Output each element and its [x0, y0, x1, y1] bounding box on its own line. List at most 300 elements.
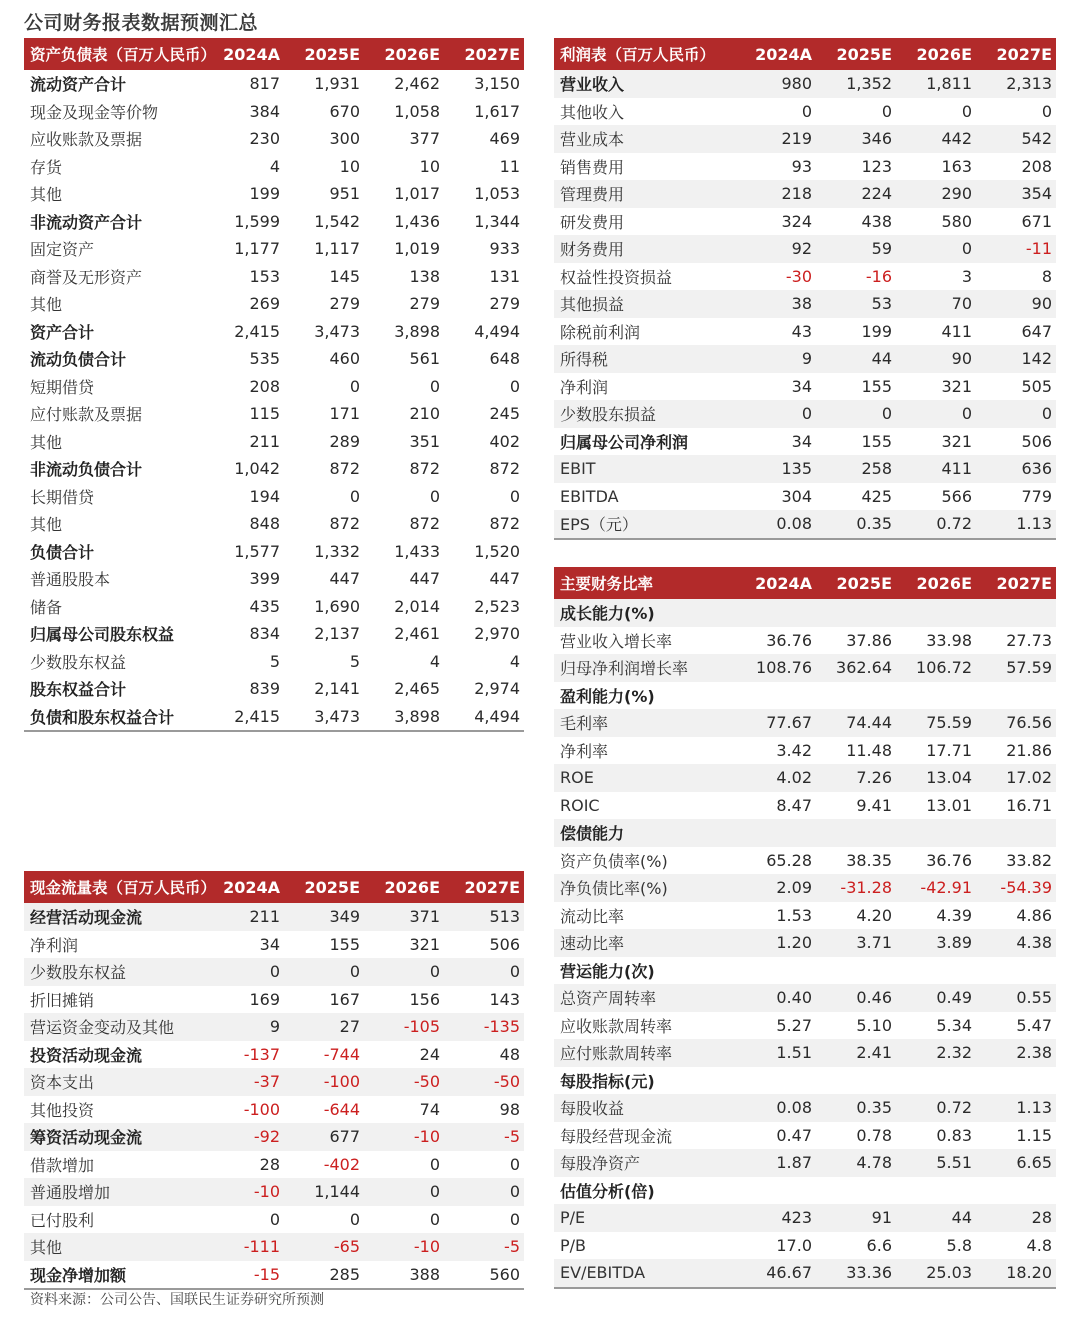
- value-cell: 33.82: [1006, 850, 1052, 870]
- value-cell: 872: [329, 459, 360, 479]
- value-cell: 33.36: [816, 1259, 896, 1288]
- value-cell: 3,473: [314, 321, 360, 341]
- value-cell: 36.76: [766, 630, 812, 650]
- table-row: [24, 703, 524, 732]
- table-row: [24, 180, 524, 208]
- value-cell: 0: [801, 101, 812, 121]
- table-row: [554, 428, 1056, 456]
- value-cell: 425: [861, 486, 892, 506]
- table-row: [554, 208, 1056, 236]
- table-row: [24, 98, 524, 126]
- row-label: 流动负债合计: [30, 350, 127, 370]
- row-label: 财务费用: [554, 235, 736, 263]
- table-row: [554, 1204, 1056, 1232]
- value-cell: 442: [896, 125, 976, 153]
- table-row: [554, 1177, 1056, 1205]
- row-label: 少数股东权益: [24, 958, 204, 986]
- value-cell: 648: [489, 349, 520, 369]
- row-label: 其他: [30, 185, 63, 205]
- table-row: [554, 737, 1056, 765]
- value-cell: -111: [204, 1233, 284, 1261]
- value-cell: 371: [364, 903, 444, 931]
- value-cell: 5: [269, 651, 280, 671]
- table-row: [24, 1261, 524, 1290]
- table-row: [554, 400, 1056, 428]
- value-cell: 636: [976, 455, 1056, 483]
- value-cell: [976, 599, 1056, 627]
- value-cell: 16.71: [1006, 795, 1052, 815]
- value-cell: 304: [781, 486, 812, 506]
- value-cell: 447: [489, 569, 520, 589]
- value-cell: 0.46: [816, 984, 896, 1012]
- row-label: 毛利率: [554, 709, 736, 737]
- value-cell: 21.86: [1006, 740, 1052, 760]
- value-cell: 245: [489, 404, 520, 424]
- income-statement-table: [554, 38, 1056, 540]
- value-cell: 423: [736, 1204, 816, 1232]
- year-header: 2025E: [284, 871, 364, 903]
- value-cell: -10: [364, 1233, 444, 1261]
- value-cell: 3,150: [474, 74, 520, 94]
- value-cell: 171: [329, 404, 360, 424]
- value-cell: -10: [204, 1178, 284, 1206]
- value-cell: 324: [781, 211, 812, 231]
- value-cell: 34: [259, 934, 280, 954]
- row-label: 借款增加: [30, 1155, 95, 1175]
- value-cell: 5.47: [1016, 1015, 1052, 1035]
- table-row: [554, 70, 1056, 98]
- value-cell: 872: [329, 514, 360, 534]
- row-label: 普通股增加: [24, 1178, 204, 1206]
- table-row: [554, 1232, 1056, 1260]
- row-label: 净利润: [560, 377, 609, 397]
- row-label: 偿债能力: [554, 819, 736, 847]
- table-row: [24, 675, 524, 703]
- value-cell: 279: [329, 294, 360, 314]
- value-cell: -54.39: [976, 874, 1056, 902]
- value-cell: 210: [409, 404, 440, 424]
- value-cell: 2.32: [896, 1039, 976, 1067]
- value-cell: [896, 957, 976, 985]
- value-cell: 6.65: [976, 1149, 1056, 1177]
- value-cell: 670: [329, 101, 360, 121]
- table-row: [24, 373, 524, 401]
- table-row: [24, 1041, 524, 1069]
- table-row: [24, 318, 524, 346]
- value-cell: 10: [339, 156, 360, 176]
- value-cell: 0.49: [896, 984, 976, 1012]
- row-label: 负债合计: [30, 542, 95, 562]
- table-title: 主要财务比率: [554, 567, 736, 599]
- row-label: 固定资产: [30, 240, 95, 260]
- table-row: [554, 1149, 1056, 1177]
- table-header-row: [24, 38, 524, 70]
- value-cell: 0: [429, 1154, 440, 1174]
- value-cell: 135: [736, 455, 816, 483]
- value-cell: [816, 682, 896, 710]
- value-cell: 27.73: [1006, 630, 1052, 650]
- value-cell: 6.6: [866, 1235, 892, 1255]
- table-row: [24, 1178, 524, 1206]
- row-label: EBIT: [554, 455, 736, 483]
- row-label: 净负债比率(%): [554, 874, 736, 902]
- value-cell: 1,058: [394, 101, 440, 121]
- row-label: 少数股东损益: [554, 400, 736, 428]
- table-row: [24, 208, 524, 236]
- value-cell: 18.20: [976, 1259, 1056, 1288]
- table-row: [554, 1012, 1056, 1040]
- value-cell: 44: [816, 345, 896, 373]
- financial-ratios-table: [554, 567, 1056, 1289]
- table-row: [554, 847, 1056, 875]
- table-row: [24, 263, 524, 291]
- row-label: ROIC: [560, 795, 600, 815]
- value-cell: 1,577: [234, 541, 280, 561]
- value-cell: [896, 1177, 976, 1205]
- value-cell: 1,520: [474, 541, 520, 561]
- value-cell: -37: [204, 1068, 284, 1096]
- table-row: [24, 510, 524, 538]
- table-row: [554, 627, 1056, 655]
- year-header: 2026E: [896, 38, 976, 70]
- row-label: 其他: [30, 432, 63, 452]
- row-label: EBITDA: [560, 486, 619, 506]
- value-cell: 5: [349, 651, 360, 671]
- row-label: 净利率: [560, 741, 609, 761]
- value-cell: 4.38: [976, 929, 1056, 957]
- value-cell: 0: [976, 400, 1056, 428]
- table-row: [24, 648, 524, 676]
- value-cell: 25.03: [896, 1259, 976, 1288]
- table-row: [24, 565, 524, 593]
- value-cell: 0: [349, 1209, 360, 1229]
- value-cell: 1,433: [394, 541, 440, 561]
- row-label: 其他: [24, 1233, 204, 1261]
- value-cell: 872: [409, 459, 440, 479]
- value-cell: 377: [409, 129, 440, 149]
- row-label: 资产负债率(%): [560, 851, 668, 871]
- table-row: [554, 1259, 1056, 1288]
- year-header: 2025E: [816, 38, 896, 70]
- value-cell: 4.02: [736, 764, 816, 792]
- table-row: [24, 70, 524, 98]
- value-cell: 2,465: [394, 679, 440, 699]
- value-cell: 115: [249, 404, 280, 424]
- value-cell: 321: [409, 934, 440, 954]
- row-label: 已付股利: [30, 1210, 95, 1230]
- value-cell: 17.02: [976, 764, 1056, 792]
- value-cell: 3,898: [394, 321, 440, 341]
- value-cell: 1.15: [1016, 1125, 1052, 1145]
- value-cell: 279: [409, 294, 440, 314]
- table-row: [24, 125, 524, 153]
- row-label: 其他: [30, 515, 63, 535]
- value-cell: 351: [409, 431, 440, 451]
- value-cell: 13.04: [896, 764, 976, 792]
- value-cell: 1,436: [394, 211, 440, 231]
- row-label: 估值分析(倍): [560, 1181, 655, 1201]
- source-note: 资料来源：公司公告、国联民生证券研究所预测: [30, 1292, 324, 1308]
- value-cell: 138: [409, 266, 440, 286]
- value-cell: 388: [364, 1261, 444, 1290]
- value-cell: 1.13: [976, 510, 1056, 539]
- value-cell: 0.35: [816, 1094, 896, 1122]
- table-row: [24, 1233, 524, 1261]
- table-row: [554, 318, 1056, 346]
- value-cell: 1.53: [776, 905, 812, 925]
- row-label: 所得税: [554, 345, 736, 373]
- value-cell: 951: [329, 184, 360, 204]
- value-cell: 505: [1021, 376, 1052, 396]
- value-cell: 208: [249, 376, 280, 396]
- row-label: 应收账款周转率: [560, 1016, 673, 1036]
- value-cell: 131: [489, 266, 520, 286]
- row-label: 资产合计: [30, 322, 95, 342]
- value-cell: -744: [323, 1044, 360, 1064]
- value-cell: 27: [284, 1013, 364, 1041]
- value-cell: 44: [896, 1204, 976, 1232]
- value-cell: 1,931: [314, 74, 360, 94]
- row-label: ROE: [554, 764, 736, 792]
- value-cell: 438: [861, 211, 892, 231]
- row-label: 每股净资产: [554, 1149, 736, 1177]
- value-cell: 2,141: [314, 679, 360, 699]
- value-cell: 8.47: [776, 795, 812, 815]
- value-cell: 561: [409, 349, 440, 369]
- value-cell: 2,137: [314, 624, 360, 644]
- value-cell: 3: [961, 266, 972, 286]
- value-cell: 402: [489, 431, 520, 451]
- row-label: 每股收益: [554, 1094, 736, 1122]
- table-row: [554, 709, 1056, 737]
- row-label: 归属母公司股东权益: [30, 625, 175, 645]
- row-label: 少数股东权益: [30, 652, 127, 672]
- value-cell: 77.67: [736, 709, 816, 737]
- table-row: [24, 931, 524, 959]
- value-cell: 1,177: [234, 239, 280, 259]
- value-cell: 0: [509, 486, 520, 506]
- value-cell: 169: [249, 989, 280, 1009]
- year-header: 2026E: [364, 38, 444, 70]
- row-label: 其他: [30, 295, 63, 315]
- table-row: [24, 1013, 524, 1041]
- row-label: 营运资金变动及其他: [24, 1013, 204, 1041]
- table-row: [554, 345, 1056, 373]
- year-header: 2027E: [976, 38, 1056, 70]
- value-cell: -644: [323, 1099, 360, 1119]
- table-row: [24, 1096, 524, 1124]
- table-row: [24, 400, 524, 428]
- value-cell: 5.8: [946, 1235, 972, 1255]
- value-cell: 5.34: [936, 1015, 972, 1035]
- value-cell: 2.41: [816, 1039, 896, 1067]
- value-cell: 1,042: [234, 459, 280, 479]
- value-cell: 163: [941, 156, 972, 176]
- value-cell: 0: [444, 1178, 524, 1206]
- row-label: 管理费用: [554, 180, 736, 208]
- value-cell: 1.51: [736, 1039, 816, 1067]
- value-cell: 2,523: [474, 596, 520, 616]
- value-cell: 1,144: [284, 1178, 364, 1206]
- value-cell: 362.64: [816, 654, 896, 682]
- value-cell: [736, 1177, 816, 1205]
- value-cell: [816, 599, 896, 627]
- value-cell: 1,017: [394, 184, 440, 204]
- table-row: [554, 98, 1056, 126]
- value-cell: 269: [249, 294, 280, 314]
- value-cell: 3.71: [816, 929, 896, 957]
- value-cell: 70: [896, 290, 976, 318]
- value-cell: 155: [861, 376, 892, 396]
- row-label: P/B: [560, 1235, 587, 1255]
- table-row: [24, 903, 524, 931]
- year-header: 2027E: [444, 38, 524, 70]
- row-label: EV/EBITDA: [554, 1259, 736, 1288]
- year-header: 2024A: [736, 567, 816, 599]
- value-cell: 506: [1021, 431, 1052, 451]
- value-cell: 0.78: [856, 1125, 892, 1145]
- value-cell: 346: [816, 125, 896, 153]
- table-row: [554, 984, 1056, 1012]
- table-row: [554, 682, 1056, 710]
- table-row: [554, 819, 1056, 847]
- value-cell: -30: [785, 266, 812, 286]
- value-cell: 10: [419, 156, 440, 176]
- value-cell: 199: [861, 321, 892, 341]
- value-cell: 848: [249, 514, 280, 534]
- row-label: 每股指标(元): [560, 1071, 655, 1091]
- value-cell: 290: [896, 180, 976, 208]
- table-row: [24, 153, 524, 181]
- value-cell: 354: [976, 180, 1056, 208]
- row-label: 营业收入增长率: [560, 631, 673, 651]
- value-cell: 5.10: [856, 1015, 892, 1035]
- table-row: [554, 125, 1056, 153]
- value-cell: 17.0: [776, 1235, 812, 1255]
- table-row: [554, 510, 1056, 539]
- value-cell: 74.44: [816, 709, 896, 737]
- table-row: [554, 1067, 1056, 1095]
- value-cell: 2,313: [976, 70, 1056, 98]
- value-cell: 92: [736, 235, 816, 263]
- table-row: [554, 599, 1056, 627]
- value-cell: 321: [941, 376, 972, 396]
- year-header: 2026E: [364, 871, 444, 903]
- value-cell: 580: [941, 211, 972, 231]
- value-cell: 46.67: [736, 1259, 816, 1288]
- value-cell: [896, 599, 976, 627]
- row-label: 长期借贷: [30, 487, 95, 507]
- value-cell: 5.51: [896, 1149, 976, 1177]
- table-header-row: [554, 38, 1056, 70]
- value-cell: 447: [329, 569, 360, 589]
- value-cell: 75.59: [896, 709, 976, 737]
- value-cell: 1,690: [314, 596, 360, 616]
- row-label: 归母净利润增长率: [554, 654, 736, 682]
- value-cell: 289: [329, 431, 360, 451]
- row-label: 股东权益合计: [30, 680, 127, 700]
- value-cell: 43: [791, 321, 812, 341]
- value-cell: 0: [444, 958, 524, 986]
- value-cell: [816, 1177, 896, 1205]
- value-cell: [976, 682, 1056, 710]
- value-cell: [976, 957, 1056, 985]
- value-cell: 535: [249, 349, 280, 369]
- row-label: 短期借贷: [30, 377, 95, 397]
- value-cell: 872: [489, 514, 520, 534]
- value-cell: 0: [736, 400, 816, 428]
- value-cell: 0: [349, 486, 360, 506]
- table-row: [24, 1123, 524, 1151]
- value-cell: 65.28: [766, 850, 812, 870]
- table-row: [554, 180, 1056, 208]
- row-label: 其他收入: [560, 102, 625, 122]
- table-row: [554, 455, 1056, 483]
- row-label: 应付账款周转率: [554, 1039, 736, 1067]
- value-cell: 258: [816, 455, 896, 483]
- row-label: 每股经营现金流: [560, 1126, 673, 1146]
- value-cell: 647: [1021, 321, 1052, 341]
- value-cell: 91: [816, 1204, 896, 1232]
- value-cell: 0: [816, 400, 896, 428]
- value-cell: 123: [861, 156, 892, 176]
- table-title: 资产负债表（百万人民币）: [24, 38, 204, 70]
- table-row: [554, 929, 1056, 957]
- value-cell: 0: [509, 1209, 520, 1229]
- value-cell: 0.40: [736, 984, 816, 1012]
- value-cell: 2,415: [234, 321, 280, 341]
- value-cell: 933: [489, 239, 520, 259]
- value-cell: 1,332: [314, 541, 360, 561]
- value-cell: -92: [204, 1123, 284, 1151]
- value-cell: 513: [444, 903, 524, 931]
- value-cell: 53: [816, 290, 896, 318]
- value-cell: [976, 1177, 1056, 1205]
- row-label: 投资活动现金流: [30, 1045, 143, 1065]
- value-cell: 34: [791, 376, 812, 396]
- value-cell: 108.76: [736, 654, 816, 682]
- value-cell: 93: [791, 156, 812, 176]
- value-cell: -11: [976, 235, 1056, 263]
- table-row: [554, 235, 1056, 263]
- value-cell: 872: [489, 459, 520, 479]
- value-cell: 0: [961, 101, 972, 121]
- row-label: 其他投资: [30, 1100, 95, 1120]
- value-cell: 1,542: [314, 211, 360, 231]
- value-cell: 142: [976, 345, 1056, 373]
- row-label: 资本支出: [24, 1068, 204, 1096]
- row-label: 折旧摊销: [30, 990, 95, 1010]
- value-cell: 0: [881, 101, 892, 121]
- value-cell: 0: [509, 1154, 520, 1174]
- value-cell: [736, 682, 816, 710]
- value-cell: 2,415: [204, 703, 284, 732]
- value-cell: 17.71: [926, 740, 972, 760]
- table-row: [24, 1068, 524, 1096]
- value-cell: 0.08: [736, 1094, 816, 1122]
- row-label: 归属母公司净利润: [560, 432, 689, 452]
- year-header: 2024A: [204, 38, 284, 70]
- value-cell: 0: [269, 1209, 280, 1229]
- row-label: 营运能力(次): [560, 961, 655, 981]
- value-cell: 34: [791, 431, 812, 451]
- value-cell: 2,974: [474, 679, 520, 699]
- value-cell: [896, 1067, 976, 1095]
- value-cell: 76.56: [976, 709, 1056, 737]
- table-row: [554, 654, 1056, 682]
- value-cell: 219: [736, 125, 816, 153]
- value-cell: 0.72: [896, 1094, 976, 1122]
